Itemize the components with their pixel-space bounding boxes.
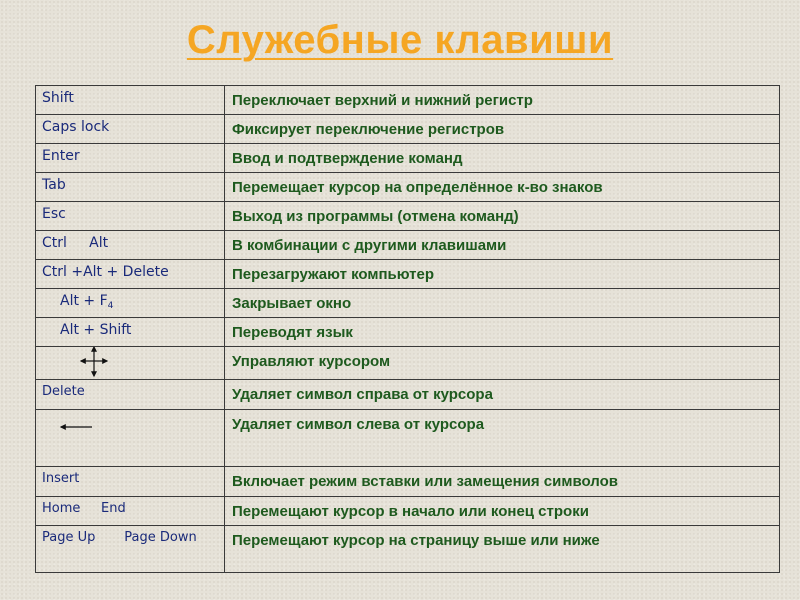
description-cell: Включает режим вставки или замещения символов <box>225 467 780 497</box>
key-cell: Enter <box>36 144 225 173</box>
key-cell: Tab <box>36 173 225 202</box>
table-row <box>36 347 780 380</box>
key-cell <box>36 410 225 467</box>
table-row <box>36 173 780 202</box>
table-row <box>36 144 780 173</box>
table-row <box>36 380 780 410</box>
description-cell: Перемещают курсор на страницу выше или ниже <box>225 526 780 573</box>
table-row <box>36 318 780 347</box>
description-cell: Перемещают курсор в начало или конец строки <box>225 497 780 526</box>
key-cell: Insert <box>36 467 225 497</box>
description-cell: Ввод и подтверждение команд <box>225 144 780 173</box>
key-cell: Ctrl Alt <box>36 231 225 260</box>
table-row <box>36 86 780 115</box>
key-cell: Home End <box>36 497 225 526</box>
key-cell: Esc <box>36 202 225 231</box>
description-cell: Перезагружают компьютер <box>225 260 780 289</box>
page-title <box>0 18 800 63</box>
table-row <box>36 202 780 231</box>
description-cell: Удаляет символ справа от курсора <box>225 380 780 410</box>
page-title-text: Служебные клавиши <box>186 18 614 62</box>
table-row <box>36 467 780 497</box>
table-row <box>36 410 780 467</box>
key-subscript: 4 <box>107 301 114 311</box>
description-cell: В комбинации с другими клавишами <box>225 231 780 260</box>
key-cell: Delete <box>36 380 225 410</box>
table-row <box>36 526 780 573</box>
table-row <box>36 497 780 526</box>
key-cell <box>36 289 225 318</box>
key-cell: Ctrl +Alt + Delete <box>36 260 225 289</box>
description-cell: Фиксирует переключение регистров <box>225 115 780 144</box>
key-label: Alt + F <box>60 293 108 309</box>
table-row <box>36 260 780 289</box>
description-cell: Удаляет символ слева от курсора <box>225 410 780 467</box>
table-row <box>36 115 780 144</box>
four-direction-arrows-icon <box>74 347 114 380</box>
description-cell: Управляют курсором <box>225 347 780 380</box>
key-cell: Caps lock <box>36 115 225 144</box>
description-cell: Переводят язык <box>225 318 780 347</box>
key-cell: Alt + Shift <box>36 318 225 347</box>
service-keys-table <box>35 85 780 573</box>
table-row <box>36 231 780 260</box>
key-cell: Page Up Page Down <box>36 526 225 573</box>
description-cell: Перемещает курсор на определённое к-во знаков <box>225 173 780 202</box>
description-cell: Закрывает окно <box>225 289 780 318</box>
description-cell: Переключает верхний и нижний регистр <box>225 86 780 115</box>
table-row <box>36 289 780 318</box>
left-arrow-icon <box>56 420 224 438</box>
key-cell: Shift <box>36 86 225 115</box>
description-cell: Выход из программы (отмена команд) <box>225 202 780 231</box>
key-cell <box>36 347 225 380</box>
